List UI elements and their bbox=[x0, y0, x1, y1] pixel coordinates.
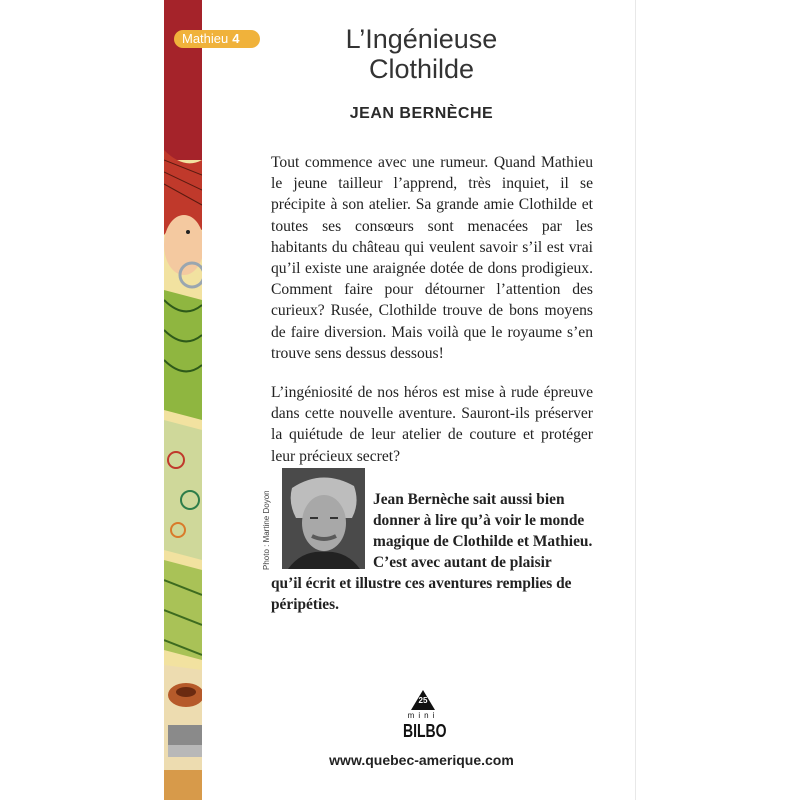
title-line-1: L’Ingénieuse bbox=[345, 24, 498, 54]
summary-paragraph-2: L’ingéniosité de nos héros est mise à rude épreuve dans cette nouvelle aventure. Sauront-ils préserver la quiétude de leur atelier de couture et protéger leur précieux secret? bbox=[271, 384, 593, 465]
author-bio-continued: qu’il écrit et illustre ces aventures remplies de péripéties. bbox=[271, 575, 572, 613]
cover-edge bbox=[635, 0, 636, 800]
collection-name: BILBO bbox=[403, 720, 447, 741]
collection-number: 25 bbox=[418, 696, 428, 705]
author-portrait bbox=[282, 468, 365, 569]
book-title bbox=[279, 24, 564, 84]
series-name: Mathieu bbox=[182, 31, 229, 46]
author-photo bbox=[282, 468, 365, 569]
cover-illustration-strip bbox=[164, 0, 202, 800]
illustration-art bbox=[164, 0, 202, 800]
summary-paragraph-1: Tout commence avec une rumeur. Quand Mathieu le jeune tailleur l’apprend, très inquiet, il se précipite à son atelier. Sa grande amie Clothilde et toutes ses consœurs sont menacées par les habitants du château qui veulent savoir s’il est vrai qu’il existe une araignée dotée de dons prodigieux. Comment faire pour détourner l’attention des curieux? Rusée, Clothilde trouve de bons moyens de faire diversion. Mais voilà que le royaume s’en trouve sens dessus dessous! bbox=[271, 154, 593, 362]
collection-mini: mini bbox=[407, 711, 439, 720]
series-badge bbox=[174, 30, 260, 48]
photo-credit: Photo : Martine Doyon bbox=[262, 490, 271, 570]
back-cover bbox=[164, 0, 636, 800]
series-number: 4 bbox=[232, 31, 240, 46]
title-line-2: Clothilde bbox=[368, 54, 475, 84]
collection-logo bbox=[403, 690, 447, 741]
publisher-website: www.quebec-amerique.com bbox=[329, 752, 514, 768]
author-bio: Jean Bernèche sait aussi bien donner à lire qu’à voir le monde magique de Clothilde et Mathieu. C’est avec autant de plaisir bbox=[373, 491, 593, 571]
author-name: JEAN BERNÈCHE bbox=[349, 105, 494, 122]
